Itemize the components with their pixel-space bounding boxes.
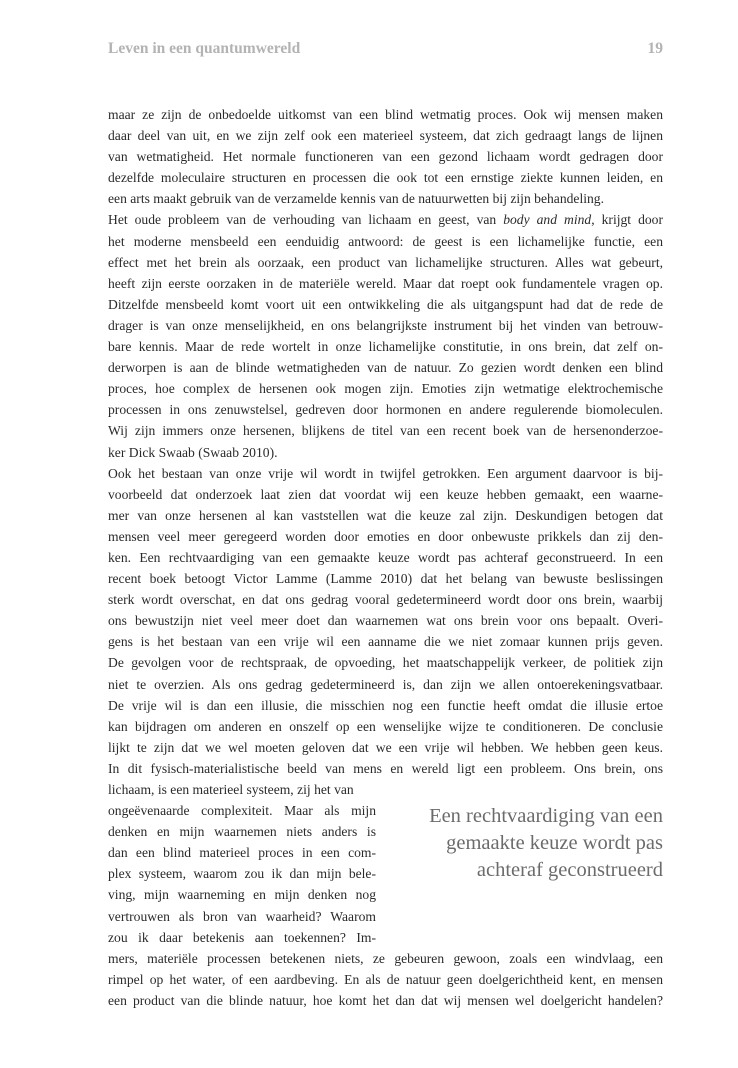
text-line: kan bijdragen om anderen en onszelf op een wenselijke wijze te conditioneren. De conclusie (108, 718, 663, 734)
text-line: mensen veel meer geregeerd worden door emoties en door onbewuste prikkels dan zij den- (108, 528, 663, 544)
text-line: van wetmatigheid. Het normale functioneren van een gezond lichaam wordt gedragen door (108, 149, 663, 165)
text-line: plex systeem, waarom zou ik dan mijn bele- (108, 866, 376, 882)
text-line: drager is van onze menselijkheid, en ons belangrijkste instrument bij het vinden van betrouw- (108, 317, 663, 333)
text-line: zou ik daar betekenis aan toekennen? Im- (108, 929, 376, 945)
pull-quote-line: gemaakte keuze wordt pas (446, 832, 663, 854)
text-line: voorbeeld dat onderzoek laat zien dat voordat wij een keuze hebben gemaakt, een waarne- (108, 486, 663, 502)
text-line: ongeëvenaarde complexiteit. Maar als mijn (108, 803, 376, 819)
pull-quote (398, 803, 663, 884)
text-line: mers, materiële processen betekenen niets, ze gebeuren gewoon, zoals een windvlaag, een (108, 950, 663, 966)
text-line: rimpel op het water, of een aardbeving. En als de natuur geen doelgerichtheid kent, en mensen (108, 971, 663, 987)
text-line: derworpen is aan de blinde wetmatigheden van de natuur. Zo gezien wordt denken een blind (108, 360, 663, 376)
text-line: bare kennis. Maar de rede wortelt in onze lichamelijke constitutie, in ons brein, dat zelf on- (108, 339, 663, 355)
text-run: Het oude probleem van de verhouding van lichaam en geest, van (108, 212, 504, 228)
text-line: processen in ons zenuwstelsel, gedreven door hormonen en andere regulerende biomoleculen. (108, 402, 663, 418)
text-line: lichaam, is een materieel systeem, zij het van (108, 782, 354, 797)
running-header (108, 40, 663, 60)
pull-quote-line: achteraf geconstrueerd (476, 859, 663, 881)
text-line: heeft zijn eerste oorzaken in de materiële wereld. Maar dat roept ook fundamentele vragen op. (108, 275, 663, 291)
page-number: 19 (647, 40, 663, 57)
italic-phrase: body and mind (503, 212, 592, 228)
pull-quote-line: Een rechtvaardiging van een (429, 805, 663, 827)
text-line: dan een blind materieel proces in een com- (108, 845, 376, 861)
text-line: een arts maakt gebruik van de verzamelde kennis van de natuurwetten bij zijn behandeling. (108, 191, 604, 207)
text-line: effect met het brein als oorzaak, een product van lichamelijke structuren. Alles wat gebeurt, (108, 254, 663, 270)
text-line: Wij zijn immers onze hersenen, blijkens de titel van een recent boek van de hersenonderzoe- (108, 423, 663, 439)
text-line: Ditzelfde mensbeeld komt voort uit een ontwikkeling die als uitgangspunt had dat de rede de (108, 296, 663, 312)
text-line: een product van die blinde natuur, hoe komt het dan dat wij mensen wel doelgericht handelen? (108, 992, 663, 1008)
text-line: denken en mijn waarnemen niets anders is (108, 824, 376, 840)
text-line: lijkt te zijn dat we wel moeten geloven dat we een vrije wil hebben. We hebben geen keus. (108, 739, 663, 755)
text-line: recent boek betoogt Victor Lamme (Lamme 2010) dat het belang van bewuste beslissingen (108, 571, 663, 587)
text-line: ken. Een rechtvaardiging van een gemaakte keuze wordt pas achteraf geconstrueerd. In een (108, 549, 663, 565)
text-line: De gevolgen voor de rechtspraak, de opvoeding, het maatschappelijk verkeer, de politiek zijn (108, 655, 663, 671)
text-line: In dit fysisch-materialistische beeld van mens en wereld ligt een probleem. Ons brein, ons (108, 760, 663, 776)
text-line: mer van onze hersenen al kan vaststellen wat die keuze zal zijn. Deskundigen betogen dat (108, 507, 663, 523)
text-line: ving, mijn waarneming en mijn denken nog (108, 887, 376, 903)
text-run: , krijgt door (591, 212, 663, 228)
text-line: maar ze zijn de onbedoelde uitkomst van een blind wetmatig proces. Ook wij mensen maken (108, 107, 663, 122)
text-line: proces, hoe complex de hersenen ook mogen zijn. Emoties zijn wetmatige elektrochemische (108, 381, 663, 397)
text-line: gens is het bestaan van een vrije wil een aanname die we niet zomaar kunnen prijs geven. (108, 634, 663, 650)
text-line: het moderne mensbeeld een eenduidig antwoord: de geest is een lichamelijke functie, een (108, 233, 663, 249)
text-line: daar deel van uit, en we zijn zelf ook een materieel systeem, dat zich gedraagt langs de lijnen (108, 128, 663, 144)
text-line (108, 209, 663, 230)
text-line: De vrije wil is dan een illusie, die misschien nog een functie heeft omdat die illusie ertoe (108, 697, 663, 713)
text-line: vertrouwen als bron van waarheid? Waarom (108, 908, 376, 924)
running-title: Leven in een quantumwereld (108, 40, 301, 57)
text-line: sterk wordt overschat, en dat ons gedrag vooral gedetermineerd wordt door ons brein, waarbij (108, 592, 663, 608)
text-line: dezelfde moleculaire structuren en processen die ook tot een ernstige ziekte kunnen leiden, en (108, 170, 663, 186)
text-line: Ook het bestaan van onze vrije wil wordt in twijfel getrokken. Een argument daarvoor is bij- (108, 465, 663, 481)
text-line: ker Dick Swaab (Swaab 2010). (108, 444, 278, 460)
text-line: ons bewustzijn niet veel meer doet dan waarnemen wat ons brein voor ons bepaalt. Overi- (108, 613, 663, 629)
text-line: niet te overzien. Als ons gedrag gedetermineerd is, dan zijn we allen ontoerekeningsvatbaar. (108, 676, 663, 692)
